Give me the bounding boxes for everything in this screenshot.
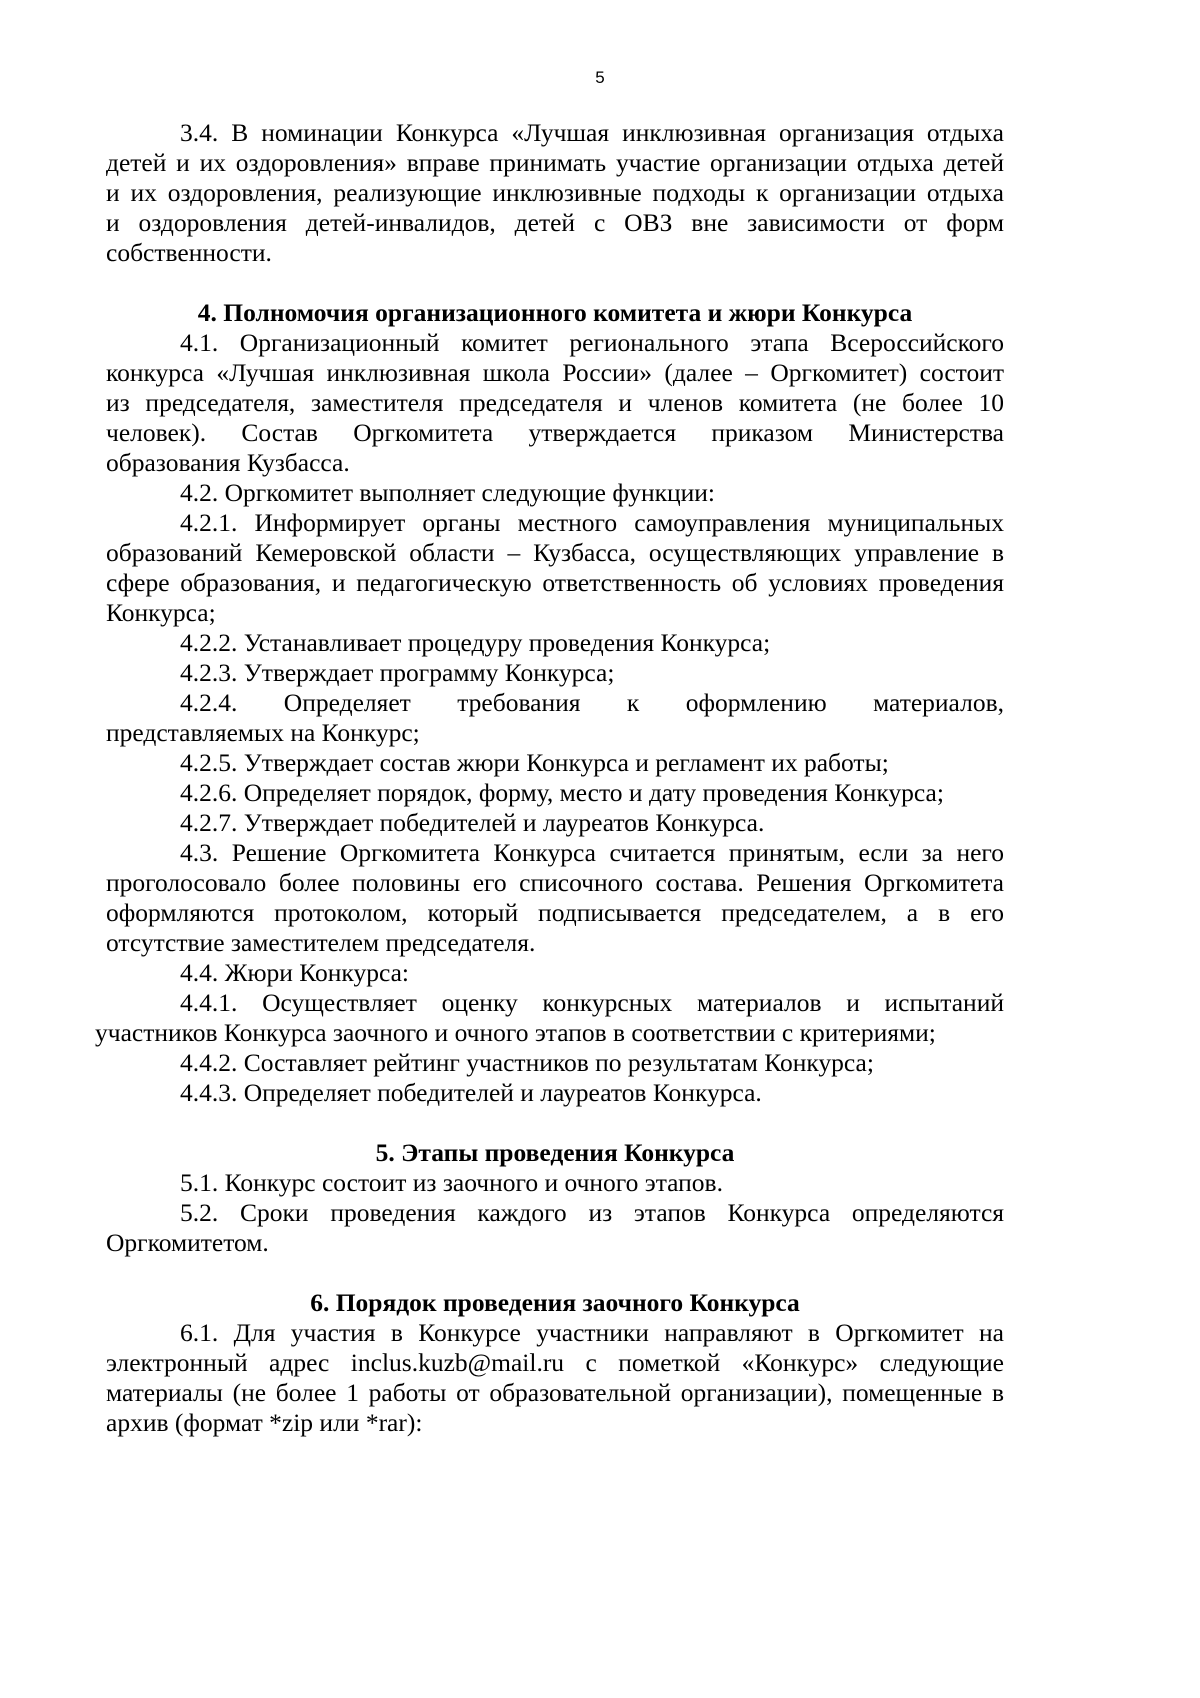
text-line: материалы (не более 1 работы от образовательной организации), помещенные в xyxy=(106,1378,1004,1407)
text-line: 4.2.5. Утверждает состав жюри Конкурса и регламент их работы; xyxy=(180,748,889,777)
text-line: оформляются протоколом, который подписывается председателем, а в его xyxy=(106,898,1004,927)
text-line: 4.2.6. Определяет порядок, форму, место и дату проведения Конкурса; xyxy=(180,778,944,807)
text-line: 4.2. Оргкомитет выполняет следующие функции: xyxy=(180,478,716,507)
text-line: 4.2.1. Информирует органы местного самоуправления муниципальных xyxy=(180,508,1004,537)
text-line: из председателя, заместителя председателя и членов комитета (не более 10 xyxy=(106,388,1004,417)
text-line: 4.2.4. Определяет требования к оформлению материалов, xyxy=(180,688,1004,717)
text-line: и их оздоровления, реализующие инклюзивные подходы к организации отдыха xyxy=(106,178,1004,207)
text-line: 4.1. Организационный комитет регионального этапа Всероссийского xyxy=(180,328,1004,357)
blank-line xyxy=(106,1108,1004,1138)
paragraph-4-2-5 xyxy=(106,748,1004,778)
text-line: собственности. xyxy=(106,238,272,267)
paragraph-4-2-3 xyxy=(106,658,1004,688)
text-line: человек). Состав Оргкомитета утверждается приказом Министерства xyxy=(106,418,1004,447)
paragraph-4-2 xyxy=(106,478,1004,508)
text-line: 3.4. В номинации Конкурса «Лучшая инклюзивная организация отдыха xyxy=(180,118,1004,147)
paragraph-5-1 xyxy=(106,1168,1004,1198)
paragraph-5-2 xyxy=(106,1198,1004,1258)
paragraph-4-1 xyxy=(106,328,1004,478)
text-line: 5.1. Конкурс состоит из заочного и очного этапов. xyxy=(180,1168,723,1197)
paragraph-6-1 xyxy=(106,1318,1004,1438)
blank-line xyxy=(106,268,1004,298)
text-line: 4.4.3. Определяет победителей и лауреатов Конкурса. xyxy=(180,1078,762,1107)
section-heading-6: 6. Порядок проведения заочного Конкурса xyxy=(310,1288,800,1317)
text-line: и оздоровления детей-инвалидов, детей с ОВЗ вне зависимости от форм xyxy=(106,208,1004,237)
text-line: конкурса «Лучшая инклюзивная школа России» (далее – Оргкомитет) состоит xyxy=(106,358,1004,387)
paragraph-3-4 xyxy=(106,118,1004,268)
text-line: 4.4.1. Осуществляет оценку конкурсных материалов и испытаний xyxy=(180,988,1004,1017)
text-line: 4.2.2. Устанавливает процедуру проведения Конкурса; xyxy=(180,628,771,657)
text-line: образований Кемеровской области – Кузбасса, осуществляющих управление в xyxy=(106,538,1004,567)
text-line: детей и их оздоровления» вправе принимать участие организации отдыха детей xyxy=(106,148,1004,177)
text-line: электронный адрес inclus.kuzb@mail.ru с пометкой «Конкурс» следующие xyxy=(106,1348,1004,1377)
paragraph-4-2-4 xyxy=(106,688,1004,748)
paragraph-4-4-2 xyxy=(106,1048,1004,1078)
text-line: сфере образования, и педагогическую ответственность об условиях проведения xyxy=(106,568,1004,597)
text-line: 4.4. Жюри Конкурса: xyxy=(180,958,409,987)
page-number: 5 xyxy=(595,68,605,87)
text-line: 4.3. Решение Оргкомитета Конкурса считается принятым, если за него xyxy=(180,838,1004,867)
text-line: участников Конкурса заочного и очного этапов в соответствии с критериями; xyxy=(95,1018,936,1047)
paragraph-4-4 xyxy=(106,958,1004,988)
text-line: 5.2. Сроки проведения каждого из этапов Конкурса определяются xyxy=(180,1198,1004,1227)
text-line: представляемых на Конкурс; xyxy=(106,718,420,747)
blank-line xyxy=(106,1258,1004,1288)
section-heading-5: 5. Этапы проведения Конкурса xyxy=(375,1138,735,1167)
text-line: отсутствие заместителем председателя. xyxy=(106,928,536,957)
text-line: архив (формат *zip или *rar): xyxy=(106,1408,423,1437)
text-line: проголосовало более половины его списочного состава. Решения Оргкомитета xyxy=(106,868,1004,897)
text-line: образования Кузбасса. xyxy=(106,448,350,477)
paragraph-4-4-3 xyxy=(106,1078,1004,1108)
paragraph-4-3 xyxy=(106,838,1004,958)
paragraph-4-4-1 xyxy=(95,988,1004,1048)
text-line: 4.2.3. Утверждает программу Конкурса; xyxy=(180,658,615,687)
text-line: Конкурса; xyxy=(106,598,216,627)
paragraph-4-2-2 xyxy=(106,628,1004,658)
section-heading-4: 4. Полномочия организационного комитета и жюри Конкурса xyxy=(197,298,913,327)
paragraph-4-2-6 xyxy=(106,778,1004,808)
text-line: 4.2.7. Утверждает победителей и лауреатов Конкурса. xyxy=(180,808,765,837)
document-body xyxy=(95,118,1004,1438)
text-line: 4.4.2. Составляет рейтинг участников по результатам Конкурса; xyxy=(180,1048,874,1077)
paragraph-4-2-1 xyxy=(106,508,1004,628)
text-line: 6.1. Для участия в Конкурсе участники направляют в Оргкомитет на xyxy=(180,1318,1004,1347)
text-line: Оргкомитетом. xyxy=(106,1228,269,1257)
paragraph-4-2-7 xyxy=(106,808,1004,838)
